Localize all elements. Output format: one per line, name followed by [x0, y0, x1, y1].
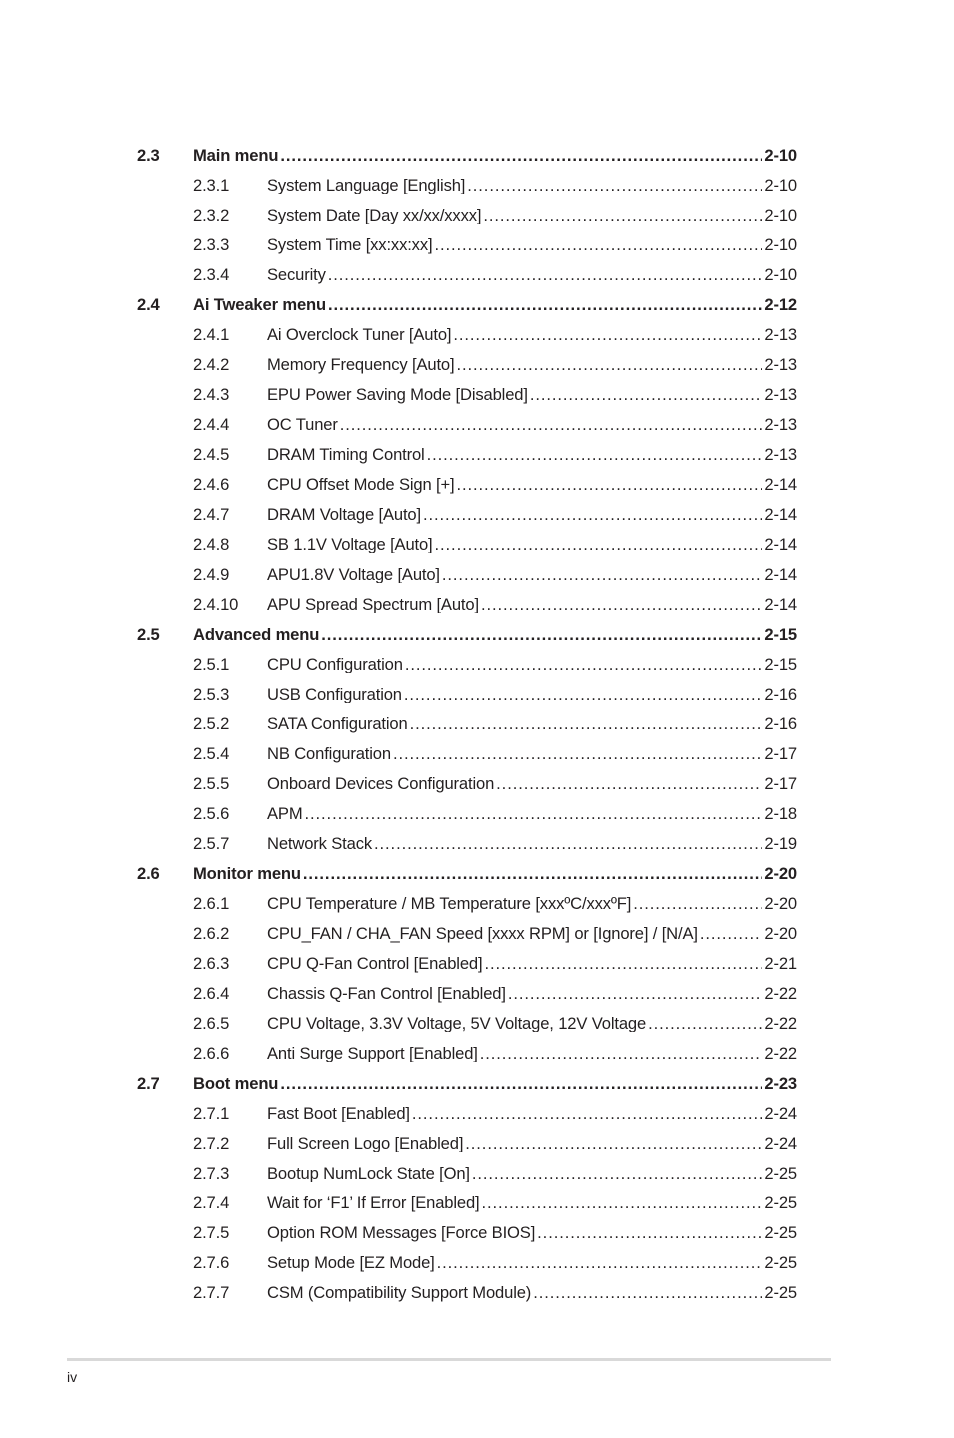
dot-leader [465, 1136, 762, 1153]
toc-entry-page: 2-10 [764, 147, 797, 165]
toc-entry-title: System Language [English] [267, 177, 466, 195]
dot-leader [410, 716, 763, 733]
toc-entry-title: Fast Boot [Enabled] [267, 1105, 410, 1123]
toc-entry-number: 2.6 [137, 864, 160, 884]
toc-entry-title: USB Configuration [267, 686, 402, 704]
toc-entry-title: Chassis Q-Fan Control [Enabled] [267, 985, 506, 1003]
dot-leader [633, 896, 762, 913]
toc-subsection-entry[interactable] [137, 770, 797, 800]
toc-entry-page: 2-13 [764, 387, 797, 404]
toc-subsection-entry[interactable] [137, 740, 797, 770]
dot-leader [405, 657, 763, 674]
toc-entry-line [267, 1195, 797, 1212]
toc-entry-title: Network Stack [267, 836, 373, 853]
dot-leader [484, 956, 762, 973]
toc-entry-title: Option ROM Messages [Force BIOS] [267, 1225, 536, 1243]
toc-entry-page: 2-13 [764, 417, 797, 434]
toc-subsection-entry[interactable] [137, 1129, 797, 1159]
toc-entry-line [267, 208, 797, 225]
toc-entry-number: 2.5.1 [193, 654, 230, 674]
dot-leader [496, 776, 762, 793]
toc-entry-page: 2-10 [764, 207, 797, 225]
toc-entry-title: Wait for ‘F1’ If Error [Enabled] [267, 1195, 480, 1213]
toc-entry-page: 2-14 [764, 536, 797, 554]
toc-subsection-entry[interactable] [137, 410, 797, 440]
toc-entry-line [267, 537, 797, 554]
page-number: iv [67, 1369, 78, 1385]
dot-leader [480, 1046, 763, 1063]
toc-entry-page: 2-21 [764, 955, 797, 973]
toc-entry-page: 2-17 [764, 746, 797, 764]
toc-subsection-entry[interactable] [137, 1279, 797, 1309]
toc-entry-page: 2-24 [764, 1135, 797, 1153]
toc-entry-title: Ai Tweaker menu [193, 297, 327, 314]
toc-entry-number: 2.4.6 [193, 474, 230, 494]
toc-subsection-entry[interactable] [137, 381, 797, 411]
dot-leader [280, 148, 762, 165]
toc-entry-line [267, 1136, 797, 1153]
toc-entry-number: 2.7.5 [193, 1223, 230, 1243]
toc-entry-line [267, 237, 797, 254]
dot-leader [404, 687, 762, 704]
toc-entry-number: 2.7.2 [193, 1133, 230, 1153]
toc-entry-number: 2.5 [137, 624, 160, 644]
toc-entry-line [267, 267, 797, 284]
dot-leader [437, 1255, 763, 1272]
toc-entry-title: CPU Offset Mode Sign [+] [267, 476, 455, 494]
toc-entry-line [267, 716, 797, 733]
dot-leader [530, 387, 763, 404]
toc-entry-line [267, 1046, 797, 1063]
toc-entry-number: 2.4.1 [193, 325, 230, 345]
toc-entry-page: 2-25 [764, 1225, 797, 1243]
dot-leader [482, 1195, 763, 1212]
dot-leader [280, 1076, 762, 1093]
toc-entry-page: 2-25 [764, 1195, 797, 1213]
toc-section-entry[interactable] [137, 141, 797, 171]
toc-section-entry[interactable] [137, 860, 797, 890]
toc-subsection-entry[interactable] [137, 201, 797, 231]
toc-entry-page: 2-22 [764, 1045, 797, 1063]
toc-entry-title: System Time [xx:xx:xx] [267, 237, 433, 255]
toc-entry-number: 2.5.5 [193, 774, 230, 794]
toc-subsection-entry[interactable] [137, 1159, 797, 1189]
toc-entry-line [267, 746, 797, 763]
toc-entry-title: CPU Temperature / MB Temperature [xxxºC/xxxºF] [267, 896, 632, 913]
toc-entry-page: 2-19 [764, 836, 797, 853]
toc-entry-page: 2-12 [764, 297, 797, 314]
toc-entry-page: 2-10 [764, 267, 797, 285]
toc-entry-line [267, 447, 797, 464]
toc-entry-page: 2-14 [764, 506, 797, 524]
toc-entry-page: 2-25 [764, 1165, 797, 1183]
toc-entry-page: 2-20 [764, 896, 797, 913]
dot-leader [442, 567, 762, 584]
toc-entry-number: 2.7.3 [193, 1163, 230, 1183]
toc-entry-page: 2-23 [764, 1075, 797, 1093]
dot-leader [483, 208, 762, 225]
dot-leader [303, 866, 762, 883]
toc-entry-number: 2.6.4 [193, 983, 230, 1003]
dot-leader [305, 806, 763, 823]
dot-leader [453, 327, 762, 344]
toc-entry-number: 2.4.4 [193, 415, 230, 435]
toc-entry-number: 2.5.2 [193, 714, 230, 734]
toc-entry-title: EPU Power Saving Mode [Disabled] [267, 387, 528, 404]
toc-entry-title: Boot menu [193, 1075, 279, 1093]
toc-entry-line [267, 926, 797, 943]
toc-section-entry[interactable] [137, 1069, 797, 1099]
toc-entry-line [193, 148, 797, 165]
toc-entry-number: 2.7.4 [193, 1193, 230, 1213]
dot-leader [321, 627, 762, 644]
toc-entry-title: OC Tuner [267, 417, 338, 434]
toc-entry-line [193, 1076, 797, 1093]
toc-entry-line [267, 986, 797, 1003]
toc-subsection-entry[interactable] [137, 1039, 797, 1069]
toc-section-entry[interactable] [137, 291, 797, 321]
dot-leader [435, 537, 763, 554]
toc-entry-page: 2-20 [764, 926, 797, 943]
table-of-contents [137, 141, 797, 1309]
toc-entry-number: 2.3.3 [193, 235, 230, 255]
toc-entry-page: 2-14 [764, 566, 797, 584]
toc-entry-number: 2.3.1 [193, 175, 230, 195]
toc-entry-title: CPU Voltage, 3.3V Voltage, 5V Voltage, 12V Voltage [267, 1015, 647, 1033]
toc-subsection-entry[interactable] [137, 830, 797, 860]
toc-subsection-entry[interactable] [137, 919, 797, 949]
toc-entry-page: 2-25 [764, 1255, 797, 1272]
toc-entry-line [267, 687, 797, 704]
dot-leader [328, 297, 762, 314]
dot-leader [423, 507, 762, 524]
toc-entry-page: 2-15 [764, 656, 797, 674]
dot-leader [472, 1166, 763, 1183]
toc-entry-line [267, 178, 797, 195]
toc-entry-number: 2.4.9 [193, 564, 230, 584]
toc-entry-page: 2-16 [764, 716, 797, 734]
toc-subsection-entry[interactable] [137, 590, 797, 620]
toc-entry-line [267, 896, 797, 913]
toc-entry-number: 2.3.2 [193, 205, 230, 225]
toc-entry-title: DRAM Voltage [Auto] [267, 506, 421, 524]
toc-entry-page: 2-13 [764, 447, 797, 464]
toc-entry-page: 2-20 [764, 866, 797, 883]
toc-entry-line [267, 1166, 797, 1183]
toc-entry-line [267, 327, 797, 344]
toc-entry-number: 2.7.7 [193, 1283, 230, 1303]
toc-entry-page: 2-16 [764, 686, 797, 704]
toc-entry-number: 2.4.7 [193, 504, 230, 524]
toc-entry-title: CPU Q-Fan Control [Enabled] [267, 955, 483, 973]
toc-entry-title: Anti Surge Support [Enabled] [267, 1045, 478, 1063]
toc-entry-number: 2.7.6 [193, 1253, 230, 1273]
toc-entry-number: 2.4.10 [193, 594, 239, 614]
toc-entry-number: 2.5.7 [193, 834, 230, 854]
toc-subsection-entry[interactable] [137, 1219, 797, 1249]
toc-entry-title: Full Screen Logo [Enabled] [267, 1135, 464, 1153]
toc-subsection-entry[interactable] [137, 351, 797, 381]
toc-entry-number: 2.6.2 [193, 924, 230, 944]
dot-leader [434, 237, 762, 254]
toc-entry-title: NB Configuration [267, 746, 391, 764]
toc-section-entry[interactable] [137, 620, 797, 650]
toc-entry-line [267, 567, 797, 584]
dot-leader [393, 746, 762, 763]
dot-leader [648, 1016, 762, 1033]
dot-leader [456, 477, 762, 494]
toc-entry-page: 2-13 [764, 327, 797, 344]
dot-leader [412, 1106, 762, 1123]
toc-entry-line [267, 956, 797, 973]
footer-divider [67, 1358, 831, 1361]
toc-entry-title: Memory Frequency [Auto] [267, 357, 455, 374]
toc-subsection-entry[interactable] [137, 889, 797, 919]
dot-leader [374, 836, 762, 853]
toc-entry-line [267, 357, 797, 374]
dot-leader [340, 417, 763, 434]
toc-subsection-entry[interactable] [137, 710, 797, 740]
toc-subsection-entry[interactable] [137, 171, 797, 201]
toc-entry-title: CSM (Compatibility Support Module) [267, 1285, 532, 1302]
toc-subsection-entry[interactable] [137, 800, 797, 830]
toc-subsection-entry[interactable] [137, 530, 797, 560]
toc-entry-line [267, 776, 797, 793]
toc-entry-line [267, 657, 797, 674]
toc-entry-title: APU Spread Spectrum [Auto] [267, 596, 479, 614]
dot-leader [537, 1225, 762, 1242]
dot-leader [481, 597, 762, 614]
toc-entry-number: 2.6.5 [193, 1013, 230, 1033]
toc-subsection-entry[interactable] [137, 261, 797, 291]
toc-entry-page: 2-25 [764, 1285, 797, 1302]
toc-entry-line [193, 297, 797, 314]
toc-entry-line [267, 1255, 797, 1272]
toc-subsection-entry[interactable] [137, 1249, 797, 1279]
toc-entry-number: 2.6.6 [193, 1043, 230, 1063]
toc-entry-number: 2.7 [137, 1073, 160, 1093]
toc-entry-title: CPU Configuration [267, 656, 403, 674]
toc-entry-line [267, 597, 797, 614]
toc-subsection-entry[interactable] [137, 560, 797, 590]
toc-entry-number: 2.5.4 [193, 744, 230, 764]
toc-entry-title: Onboard Devices Configuration [267, 776, 495, 793]
toc-entry-title: Setup Mode [EZ Mode] [267, 1255, 435, 1272]
toc-subsection-entry[interactable] [137, 470, 797, 500]
toc-entry-number: 2.4 [137, 295, 160, 315]
toc-subsection-entry[interactable] [137, 440, 797, 470]
dot-leader [328, 267, 763, 284]
toc-entry-number: 2.4.5 [193, 445, 230, 465]
toc-entry-title: System Date [Day xx/xx/xxxx] [267, 207, 482, 225]
toc-entry-number: 2.6.1 [193, 894, 230, 914]
toc-entry-line [267, 1016, 797, 1033]
toc-entry-line [267, 387, 797, 404]
toc-entry-page: 2-15 [764, 626, 797, 644]
toc-entry-title: SATA Configuration [267, 716, 408, 734]
toc-entry-page: 2-22 [764, 985, 797, 1003]
toc-entry-title: APU1.8V Voltage [Auto] [267, 566, 440, 584]
toc-entry-line [267, 836, 797, 853]
toc-entry-page: 2-13 [764, 357, 797, 374]
toc-entry-title: Advanced menu [193, 626, 320, 644]
toc-entry-page: 2-14 [764, 476, 797, 494]
toc-entry-title: APM [267, 806, 303, 823]
toc-subsection-entry[interactable] [137, 321, 797, 351]
toc-entry-page: 2-10 [764, 237, 797, 255]
toc-entry-number: 2.4.3 [193, 385, 230, 405]
toc-entry-number: 2.7.1 [193, 1103, 230, 1123]
toc-entry-number: 2.4.8 [193, 534, 230, 554]
toc-subsection-entry[interactable] [137, 949, 797, 979]
toc-entry-line [267, 417, 797, 434]
toc-entry-number: 2.5.3 [193, 684, 230, 704]
toc-entry-number: 2.6.3 [193, 953, 230, 973]
toc-entry-line [267, 1285, 797, 1302]
toc-entry-line [193, 866, 797, 883]
toc-entry-title: DRAM Timing Control [267, 447, 425, 464]
toc-entry-line [193, 627, 797, 644]
toc-subsection-entry[interactable] [137, 500, 797, 530]
toc-entry-title: Main menu [193, 147, 279, 165]
toc-entry-number: 2.4.2 [193, 355, 230, 375]
toc-subsection-entry[interactable] [137, 650, 797, 680]
toc-entry-page: 2-24 [764, 1105, 797, 1123]
toc-entry-title: SB 1.1V Voltage [Auto] [267, 536, 433, 554]
toc-entry-title: Ai Overclock Tuner [Auto] [267, 327, 452, 344]
dot-leader [467, 178, 762, 195]
toc-entry-page: 2-22 [764, 1015, 797, 1033]
toc-entry-page: 2-10 [764, 177, 797, 195]
dot-leader [427, 447, 763, 464]
toc-subsection-entry[interactable] [137, 1009, 797, 1039]
toc-entry-number: 2.3.4 [193, 265, 230, 285]
toc-entry-page: 2-18 [764, 806, 797, 823]
toc-subsection-entry[interactable] [137, 231, 797, 261]
toc-entry-title: Monitor menu [193, 866, 301, 883]
toc-entry-line [267, 507, 797, 524]
toc-entry-number: 2.3 [137, 145, 160, 165]
toc-entry-line [267, 1106, 797, 1123]
toc-subsection-entry[interactable] [137, 680, 797, 710]
dot-leader [456, 357, 762, 374]
toc-subsection-entry[interactable] [137, 979, 797, 1009]
toc-entry-title: Security [267, 267, 326, 285]
dot-leader [533, 1285, 762, 1302]
toc-subsection-entry[interactable] [137, 1189, 797, 1219]
toc-entry-page: 2-17 [764, 776, 797, 793]
toc-entry-page: 2-14 [764, 596, 797, 614]
toc-entry-number: 2.5.6 [193, 804, 230, 824]
toc-entry-title: Bootup NumLock State [On] [267, 1165, 470, 1183]
dot-leader [508, 986, 763, 1003]
toc-entry-line [267, 806, 797, 823]
toc-entry-line [267, 1225, 797, 1242]
toc-subsection-entry[interactable] [137, 1099, 797, 1129]
dot-leader [700, 926, 763, 943]
toc-entry-title: CPU_FAN / CHA_FAN Speed [xxxx RPM] or [Ignore] / [N/A] [267, 926, 698, 943]
toc-entry-line [267, 477, 797, 494]
